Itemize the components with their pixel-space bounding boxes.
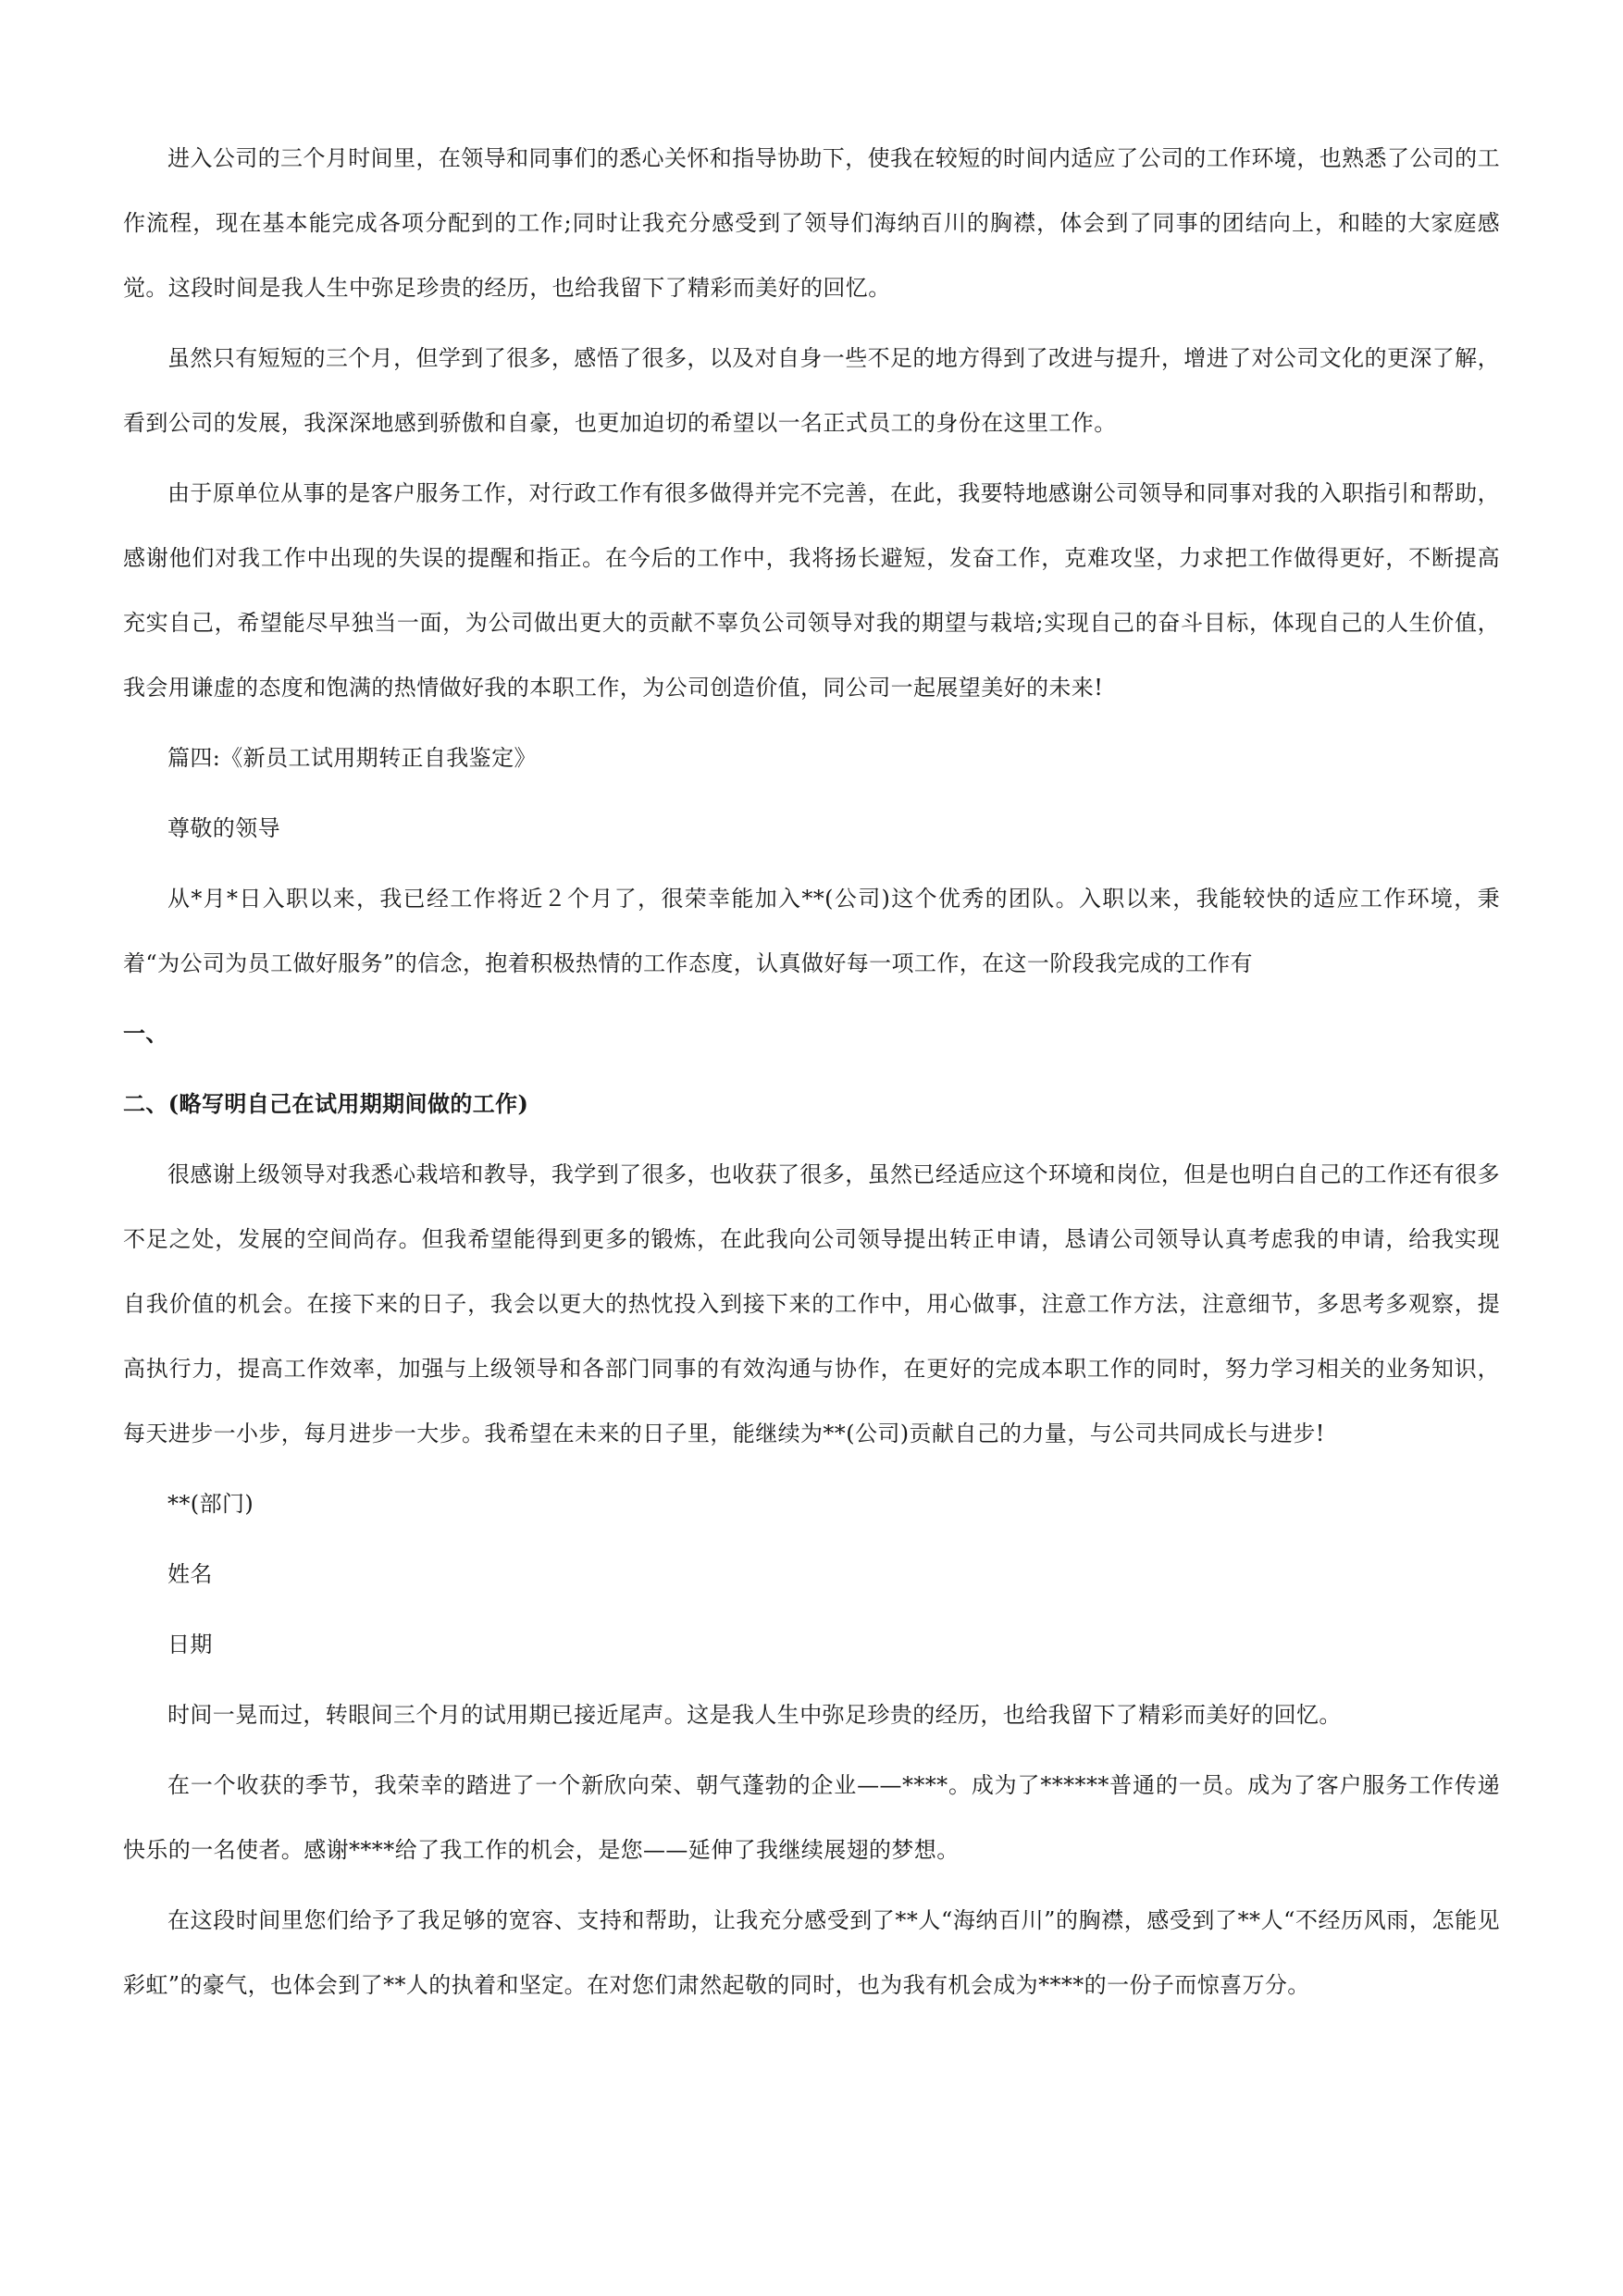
paragraph-application: 很感谢上级领导对我悉心栽培和教导，我学到了很多，也收获了很多，虽然已经适应这个环境和岗位，但是也明白自己的工作还有很多不足之处，发展的空间尚存。但我希望能得到更多的锻炼，在此我向公司领导提出转正申请，恳请公司领导认真考虑我的申请，给我实现自我价值的机会。在接下来的日子，我会以更大的热忱投入到接下来的工作中，用心做事，注意工作方法，注意细节，多思考多观察，提高执行力，提高工作效率，加强与上级领导和各部门同事的有效沟通与协作，在更好的完成本职工作的同时，努力学习相关的业务知识，每天进步一小步，每月进步一大步。我希望在未来的日子里，能继续为**(公司)贡献自己的力量，与公司共同成长与进步! (123, 1161, 1500, 1446)
document-body (123, 126, 1500, 2017)
paragraph-intro: 进入公司的三个月时间里，在领导和同事们的悉心关怀和指导协助下，使我在较短的时间内适应了公司的工作环境，也熟悉了公司的工作流程，现在基本能完成各项分配到的工作;同时让我充分感受到了领导们海纳百川的胸襟，体会到了同事的团结向上，和睦的大家庭感觉。这段时间是我人生中弥足珍贵的经历，也给我留下了精彩而美好的回忆。 (123, 145, 1500, 301)
list-item-two: 二、(略写明自己在试用期期间做的工作) (123, 1090, 529, 1117)
paragraph-joining: 在一个收获的季节，我荣幸的踏进了一个新欣向荣、朝气蓬勃的企业——****。成为了******普通的一员。成为了客户服务工作传递快乐的一名使者。感谢****给了我工作的机会，是您——延伸了我继续展翅的梦想。 (123, 1772, 1500, 1863)
salutation: 尊敬的领导 (167, 815, 280, 841)
paragraph-onboarding: 从*月*日入职以来，我已经工作将近２个月了，很荣幸能加入**(公司)这个优秀的团队。入职以来，我能较快的适应工作环境，秉着“为公司为员工做好服务”的信念，抱着积极热情的工作态度，认真做好每一项工作，在这一阶段我完成的工作有 (123, 886, 1500, 976)
signature-date: 日期 (167, 1632, 213, 1657)
section-title-part-four: 篇四:《新员工试用期转正自我鉴定》 (167, 745, 537, 771)
signature-department: **(部门) (167, 1491, 254, 1517)
list-item-one: 一、 (123, 1020, 168, 1047)
paragraph-time-passes: 时间一晃而过，转眼间三个月的试用期已接近尾声。这是我人生中弥足珍贵的经历，也给我留下了精彩而美好的回忆。 (167, 1702, 1342, 1728)
signature-name: 姓名 (167, 1561, 213, 1587)
paragraph-thanks: 由于原单位从事的是客户服务工作，对行政工作有很多做得并完不完善，在此，我要特地感谢公司领导和同事对我的入职指引和帮助，感谢他们对我工作中出现的失误的提醒和指正。在今后的工作中，我将扬长避短，发奋工作，克难攻坚，力求把工作做得更好，不断提高充实自己，希望能尽早独当一面，为公司做出更大的贡献不辜负公司领导对我的期望与栽培;实现自己的奋斗目标，体现自己的人生价值，我会用谦虚的态度和饱满的热情做好我的本职工作，为公司创造价值，同公司一起展望美好的未来! (123, 480, 1500, 701)
paragraph-gratitude: 在这段时间里您们给予了我足够的宽容、支持和帮助，让我充分感受到了**人“海纳百川”的胸襟，感受到了**人“不经历风雨，怎能见彩虹”的豪气，也体会到了**人的执着和坚定。在对您们肃然起敬的同时，也为我有机会成为****的一份子而惊喜万分。 (123, 1907, 1500, 1998)
paragraph-learning: 虽然只有短短的三个月，但学到了很多，感悟了很多，以及对自身一些不足的地方得到了改进与提升，增进了对公司文化的更深了解，看到公司的发展，我深深地感到骄傲和自豪，也更加迫切的希望以一名正式员工的身份在这里工作。 (123, 345, 1500, 436)
